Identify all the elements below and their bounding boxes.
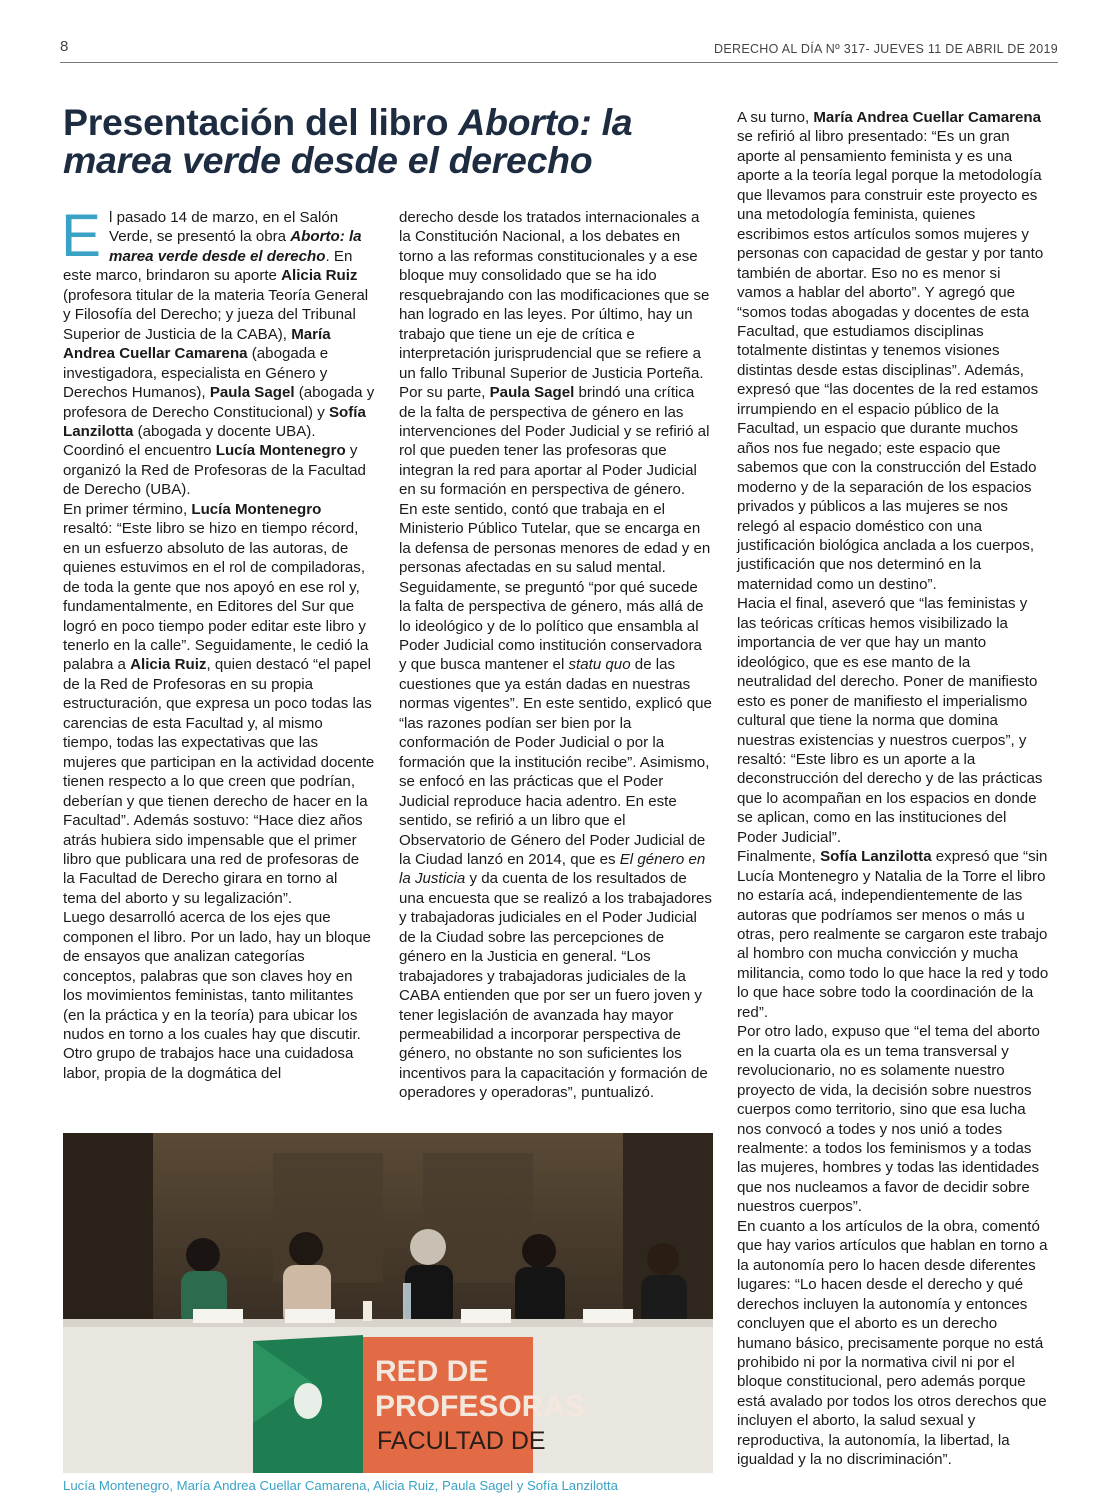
banner-line-1: RED DE xyxy=(375,1355,489,1388)
paragraph xyxy=(737,847,1049,1022)
paragraph: Por otro lado, expuso que “el tema del aborto en la cuarta ola es un tema transversal y revolucionario, no es solamente nuestro proyecto de vida, la decisión sobre nuestros cuerpos como territorio, sino que esa lucha nos convocó a todes y nos unió a todes realmente: a todos los feminismos y a todas las mujeres, hombres y todas las identidades que nos nucleamos a favor de decidir sobre nuestros cuerpos”. xyxy=(737,1023,1040,1216)
text: . En este marco, brindaron su aporte xyxy=(63,247,353,285)
paragraph xyxy=(399,500,712,1103)
article-column-1 xyxy=(61,202,375,1083)
paragraph: derecho desde los tratados internacionales a la Constitución Nacional, a los debates en torno a las reformas constitucionales y a ese bloque muy consolidado que se ha ido resquebrajando con las modificaciones que se han logrado en las leyes. Por último, hay un trabajo que tiene un eje de crítica e interpretación jurisprudencial que se refiere a un fallo Tribunal Superior de Justicia Porteña. xyxy=(399,209,710,382)
paragraph xyxy=(63,500,375,909)
header-rule xyxy=(60,62,1058,63)
running-head: DERECHO AL DÍA Nº 317- JUEVES 11 DE ABRIL DE 2019 xyxy=(714,42,1058,56)
text: , quien destacó “el papel de la Red de Profesoras en su propia estructuración, que expresa un poco todas las carencias de esta Facultad y, al mismo tiempo, todas las expectativas que las mujeres que participan en la actividad docente tienen respecto a lo que creen que podrían, deberían y que tienen derecho de hacer en la Facultad”. Además sostuvo: “Hace diez años atrás hubiera sido impensable que el primer libro que publicara una red de profesoras de la Facultad de Derecho girara en torno al tema del aborto y su legalización”. xyxy=(63,656,375,907)
text: y da cuenta de los resultados de una encuesta que se realizó a los trabajadores y trabajadoras judiciales en el Poder Judicial de la Ciudad sobre las percepciones de género en la Justicia en general. “Los trabajadores y trabajadoras judiciales de la CABA entienden que por ser un fuero joven y tener legislación de avanzada hay mayor permeabilidad a incorporar perspectiva de género, no obstante no son suficientes los incentivos para la capacitación y formación de operadores y operadoras”, puntualizó. xyxy=(399,870,712,1102)
latin-phrase: statu quo xyxy=(568,656,631,674)
speaker-name: Lucía Montenegro xyxy=(215,442,346,460)
paragraph: En cuanto a los artículos de la obra, comentó que hay varios artículos que hablan en torno a la autonomía pero lo hacen desde diferentes lugares: “Lo hacen desde el derecho y qué derechos incluyen la autonomía y entonces concluyen que el aborto es un derecho humano básico, precisamente porque no está prohibido ni por la normativa civil ni por el bloque constitucional, pero además porque está avalado por todos los otros derechos que incluyen el aborto, la salud sexual y reproductiva, la autonomía, la libertad, la igualdad y la no discriminación”. xyxy=(737,1217,1048,1469)
speaker-name: María Andrea Cuellar Camarena xyxy=(813,109,1041,126)
title-plain: Presentación del libro xyxy=(63,101,459,143)
text: Finalmente, xyxy=(737,848,821,866)
text: resaltó: “Este libro se hizo en tiempo récord, en un esfuerzo absoluto de las autoras, de quienes estuvimos en el rol de compiladoras, de toda la gente que nos apoyó en ese rol y, fundamentalmente, en Editores del Sur que logró en poco tiempo poder editar este libro y tenerlo en la calle”. Seguidamente, le cedió la palabra a xyxy=(63,520,369,674)
article-column-3 xyxy=(737,108,1049,1470)
event-photo xyxy=(63,1133,713,1473)
text: (abogada e investigadora, especialista en Género y Derechos Humanos), xyxy=(63,345,329,402)
text: l pasado 14 de marzo, en el Salón Verde, se presentó la obra xyxy=(109,209,339,246)
text: expresó que “sin Lucía Montenegro y Natalia de la Torre el libro no estaría acá, independientemente de las autoras que podríamos ser menos o más u otras, pero realmente se cargaron este trabajo al hombro con mucha convicción y mucha militancia, como todo lo que hace la red y todo lo que hace sobre todo la coordinación de la red”. xyxy=(737,848,1049,1021)
text: Por su parte, xyxy=(399,384,490,402)
speaker-name: María Andrea Cuellar Camarena xyxy=(63,325,331,363)
article-title xyxy=(63,103,703,179)
text: (abogada y docente UBA). Coordinó el encuentro xyxy=(63,422,316,460)
drop-cap: E xyxy=(61,202,102,269)
text: (profesora titular de la materia Teoría General y Filosofía del Derecho; y jueza del Tribunal Superior de Justicia de la CABA), xyxy=(63,286,369,343)
photo-caption: Lucía Montenegro, María Andrea Cuellar Camarena, Alicia Ruiz, Paula Sagel y Sofía Lanzilotta xyxy=(63,1478,618,1493)
text: y organizó la Red de Profesoras de la Facultad de Derecho (UBA). xyxy=(63,442,366,499)
panel-photo-illustration xyxy=(63,1133,713,1473)
paragraph xyxy=(61,202,375,500)
speaker-name: Paula Sagel xyxy=(209,384,295,402)
banner-line-3: FACULTAD DE xyxy=(377,1427,546,1455)
speaker-name: Lucía Montenegro xyxy=(191,500,322,518)
book-title: Aborto: la marea verde desde el derecho xyxy=(109,228,362,265)
title-italic: Aborto: la marea verde desde el derecho xyxy=(63,101,633,181)
text: se refirió al libro presentado: “Es un gran aporte al pensamiento feminista y es una aporte a la teoría legal porque la metodología que llevamos para construir este proyecto es una metodología feminista, quienes escribimos estos artículos somos mujeres y personas con capacidad de gestar y por tanto también de abortar. Eso no es menor si vamos a hablar del aborto”. Y agregó que “somos todas abogadas y docentes de esta Facultad, que estudiamos disciplinas totalmente distintas y tenemos visiones distintas desde estas disciplinas”. Además, expresó que “las docentes de la red estamos irrumpiendo en el espacio público de la Facultad, un espacio que durante muchos años nos fue negado; este espacio que sabemos que con la construcción del Estado moderno y de la separación de los espacios privados y públicos a las mujeres se nos relegó al espacio doméstico con una justificación biológica anclada a los cuerpos, justificación que nos determinó en la maternidad como un destino”. xyxy=(737,128,1044,593)
text: A su turno, xyxy=(737,109,814,126)
text: de las cuestiones que ya están dadas en nuestras normas vigentes”. En este sentido, explicó que “las razones podían ser bien por la conformación de Poder Judicial o por la formación que la institución recibe”. Asimismo, se enfocó en las prácticas que el Poder Judicial reproduce hacia adentro. En este sentido, se refirió a un libro que el Observatorio de Género del Poder Judicial de la Ciudad lanzó en 2014, que es xyxy=(399,656,712,868)
text: brindó una crítica de la falta de perspectiva de género en las intervenciones del Poder Judicial y se refirió al rol que pueden tener las profesoras que integran la red para aportar al Poder Judicial en su formación en perspectiva de género. xyxy=(399,384,710,499)
text: En este sentido, contó que trabaja en el Ministerio Público Tutelar, que se encarga en la defensa de personas menores de edad y en personas afectadas en su salud mental. Seguidamente, se preguntó “por qué sucede la falta de perspectiva de género, más allá de lo ideológico y de lo político que ensambla al Poder Judicial como institución conservadora y que busca mantener el xyxy=(399,500,711,674)
speaker-name: Alicia Ruiz xyxy=(130,656,207,674)
paragraph: Luego desarrolló acerca de los ejes que componen el libro. Por un lado, hay un bloque de ensayos que analizan categorías conceptos, palabras que son claves hoy en los movimientos feministas, tanto militantes (en la práctica y en la teoría) para ubicar los nudos en torno a los cuales hay que discutir. Otro grupo de trabajos hace una cuidadosa labor, propia de la dogmática del xyxy=(63,909,371,1082)
text: (abogada y profesora de Derecho Constitucional) y xyxy=(63,384,375,421)
page-number: 8 xyxy=(60,38,69,55)
paragraph xyxy=(399,383,712,500)
speaker-name: Alicia Ruiz xyxy=(281,267,358,285)
speaker-name: Paula Sagel xyxy=(489,384,575,402)
text: En primer término, xyxy=(63,500,192,518)
banner-line-2: PROFESORAS xyxy=(375,1390,586,1423)
paragraph xyxy=(737,108,1049,594)
paragraph: Hacia el final, aseveró que “las feministas y las teóricas críticas hemos visibilizado la importancia de ver que hay un manto ideológico, que es ese manto de la neutralidad del derecho. Poner de manifiesto esto es poner de manifiesto el imperialismo cultural que tiene la norma que domina nuestras existencias y nuestros cuerpos”, y resaltó: “Este libro es un aporte a la deconstrucción del derecho y de las prácticas que lo acompañan en los espacios en donde se aplican, como en las instituciones del Poder Judicial”. xyxy=(737,595,1043,846)
book-title: El género en la Justicia xyxy=(399,850,706,888)
speaker-name: Sofía Lanzilotta xyxy=(820,848,932,866)
speaker-name: Sofía Lanzilotta xyxy=(63,403,366,440)
article-column-2 xyxy=(399,208,712,1103)
